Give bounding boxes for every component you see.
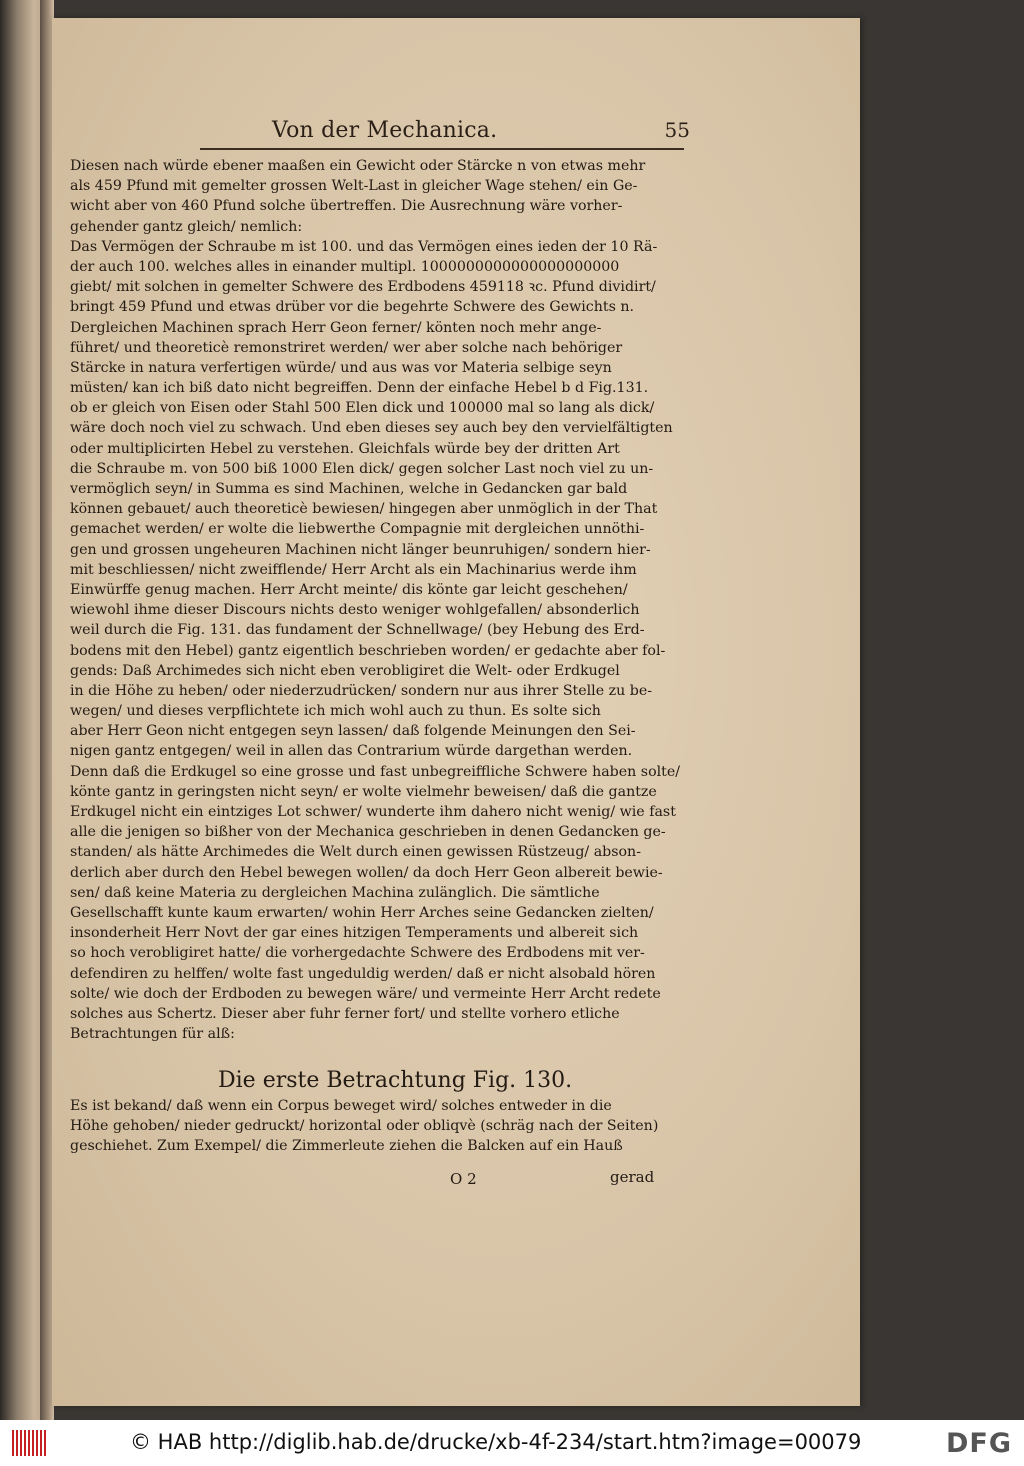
text-line: die Schraube m. von 500 biß 1000 Elen dick/ gegen solcher Last noch viel zu un- bbox=[70, 460, 654, 477]
text-line: so hoch verobligiret hatte/ die vorhergedachte Schwere des Erdbodens mit ver- bbox=[70, 945, 645, 962]
text-line: wicht aber von 460 Pfund solche übertreffen. Die Ausrechnung wäre vorher- bbox=[70, 198, 623, 215]
text-line: standen/ als hätte Archimedes die Welt durch einen gewissen Rüstzeug/ abson- bbox=[70, 844, 641, 861]
text-line: alle die jenigen so bißher von der Mechanica geschrieben in denen Gedancken ge- bbox=[70, 824, 666, 841]
text-line: Dergleichen Machinen sprach Herr Geon ferner/ könten noch mehr ange- bbox=[70, 319, 602, 336]
text-line: Es ist bekand/ daß wenn ein Corpus beweget wird/ solches entweder in die bbox=[70, 1098, 612, 1114]
text-line: Betrachtungen für alß: bbox=[70, 1026, 235, 1043]
text-line: sen/ daß keine Materia zu dergleichen Machina zulänglich. Die sämtliche bbox=[70, 884, 600, 901]
text-line: Höhe gehoben/ nieder gedruckt/ horizontal oder obliqvè (schräg nach der Seiten) bbox=[70, 1118, 659, 1135]
catchword: gerad bbox=[610, 1168, 655, 1186]
text-line: wiewohl ihme dieser Discours nichts desto weniger wohlgefallen/ absonderlich bbox=[70, 602, 640, 619]
text-line: mit beschliessen/ nicht zweifflende/ Herr Archt als ein Machinarius werde ihm bbox=[70, 561, 637, 578]
text-line: Denn daß die Erdkugel so eine grosse und fast unbegreiffliche Schwere haben solte/ bbox=[70, 763, 681, 780]
text-line: ob er gleich von Eisen oder Stahl 500 Elen dick und 100000 mal so lang als dick/ bbox=[70, 400, 655, 417]
text-line: Das Vermögen der Schraube m ist 100. und das Vermögen eines ieden der 10 Rä- bbox=[70, 238, 658, 255]
hab-logo-icon bbox=[12, 1430, 46, 1456]
running-title: Von der Mechanica. bbox=[272, 118, 498, 143]
text-line: Erdkugel nicht ein eintziges Lot schwer/ wunderte ihm dahero nicht wenig/ wie fast bbox=[70, 804, 676, 820]
text-line: vermöglich seyn/ in Summa es sind Machinen, welche in Gedancken gar bald bbox=[70, 481, 628, 497]
text-line: derlich aber durch den Hebel bewegen wollen/ da doch Herr Geon albereit bewie- bbox=[70, 864, 663, 881]
text-line: bodens mit den Hebel) gantz eigentlich beschrieben worden/ er gedachte aber fol- bbox=[70, 642, 666, 659]
viewer-footer bbox=[0, 1420, 1024, 1466]
section-heading: Die erste Betrachtung Fig. 130. bbox=[218, 1068, 573, 1093]
text-line: giebt/ mit solchen in gemelter Schwere des Erdbodens 459118 ꝛc. Pfund dividirt/ bbox=[70, 279, 656, 296]
text-line: gen und grossen ungeheuren Machinen nicht länger beunruhigen/ sondern hier- bbox=[70, 541, 651, 558]
text-line: solte/ wie doch der Erdboden zu bewegen wäre/ und vermeinte Herr Archt redete bbox=[70, 985, 661, 1002]
text-line: könte gantz in geringsten nicht seyn/ er wolte vielmehr beweisen/ daß die gantze bbox=[70, 783, 657, 800]
text-line: der auch 100. welches alles in einander multipl. 1000000000000000000000 bbox=[70, 258, 620, 275]
text-line: Stärcke in natura verfertigen würde/ und aus was vor Materia selbige seyn bbox=[70, 359, 612, 376]
signature-mark: O 2 bbox=[450, 1170, 477, 1188]
dfg-logo: DFG bbox=[945, 1428, 1012, 1459]
text-line: nigen gantz entgegen/ weil in allen das Contrarium würde dargethan werden. bbox=[70, 743, 633, 760]
footer-credit-link[interactable]: © HAB http://diglib.hab.de/drucke/xb-4f-234/start.htm?image=00079 bbox=[130, 1430, 862, 1454]
text-line: geschiehet. Zum Exempel/ die Zimmerleute ziehen die Balcken auf ein Hauß bbox=[70, 1138, 623, 1155]
text-line: aber Herr Geon nicht entgegen seyn lassen/ daß folgende Meinungen den Sei- bbox=[70, 723, 636, 740]
body-text-continued bbox=[70, 1096, 692, 1157]
body-text bbox=[70, 156, 692, 1044]
text-line: führet/ und theoreticè remonstriret werden/ wer aber solche nach behöriger bbox=[70, 339, 623, 356]
text-line: Diesen nach würde ebener maaßen ein Gewicht oder Stärcke n von etwas mehr bbox=[70, 158, 646, 174]
text-line: defendiren zu helffen/ wolte fast ungeduldig werden/ daß er nicht alsobald hören bbox=[70, 965, 656, 982]
text-line: solches aus Schertz. Dieser aber fuhr ferner fort/ und stellte vorhero etliche bbox=[70, 1005, 620, 1022]
text-line: gehender gantz gleich/ nemlich: bbox=[70, 218, 303, 235]
text-line: gemachet werden/ er wolte die liebwerthe Compagnie mit dergleichen unnöthi- bbox=[70, 521, 645, 538]
text-line: Einwürffe genug machen. Herr Archt meinte/ dis könte gar leicht geschehen/ bbox=[70, 581, 628, 598]
text-line: gends: Daß Archimedes sich nicht eben verobligiret die Welt- oder Erdkugel bbox=[70, 662, 620, 679]
text-line: als 459 Pfund mit gemelter grossen Welt-Last in gleicher Wage stehen/ ein Ge- bbox=[70, 178, 638, 195]
text-line: wäre doch noch viel zu schwach. Und eben dieses sey auch bey den vervielfältigten bbox=[70, 420, 673, 437]
text-line: oder multiplicirten Hebel zu verstehen. Gleichfals würde bey der dritten Art bbox=[70, 440, 620, 457]
text-line: weil durch die Fig. 131. das fundament der Schnellwage/ (bey Hebung des Erd- bbox=[70, 622, 645, 639]
text-line: müsten/ kan ich biß dato nicht begreiffen. Denn der einfache Hebel b d Fig.131. bbox=[70, 380, 649, 397]
text-line: insonderheit Herr Novt der gar eines hitzigen Temperaments und albereit sich bbox=[70, 925, 639, 942]
header-rule bbox=[200, 148, 684, 150]
text-line: in die Höhe zu heben/ oder niederzudrücken/ sondern nur aus ihrer Stelle zu be- bbox=[70, 682, 653, 699]
page-number: 55 bbox=[664, 118, 690, 142]
text-line: wegen/ und dieses verpflichtete ich mich wohl auch zu thun. Es solte sich bbox=[70, 703, 601, 720]
page-header bbox=[256, 110, 690, 148]
text-line: können gebauet/ auch theoreticè bewiesen/ hingegen aber unmöglich in der That bbox=[70, 501, 658, 518]
text-line: Gesellschafft kunte kaum erwarten/ wohin Herr Arches seine Gedancken zielten/ bbox=[70, 904, 654, 921]
text-line: bringt 459 Pfund und etwas drüber vor die begehrte Schwere des Gewichts n. bbox=[70, 299, 635, 316]
